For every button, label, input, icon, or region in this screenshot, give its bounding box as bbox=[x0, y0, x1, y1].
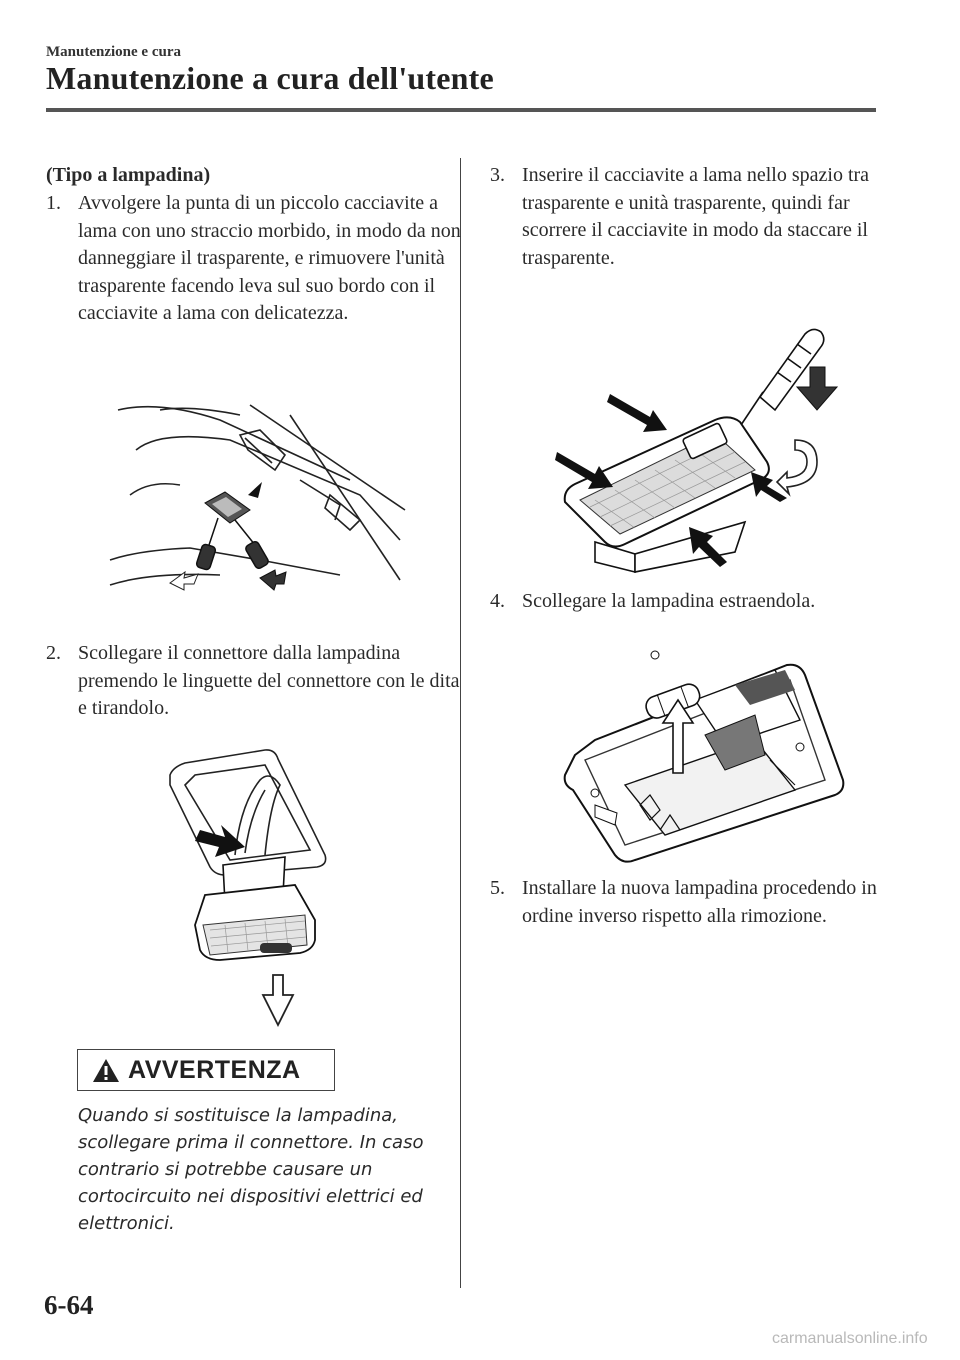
warning-label: AVVERTENZA bbox=[128, 1055, 301, 1084]
warning-box bbox=[77, 1049, 335, 1091]
step-4-text: Scollegare la lampadina estraendola. bbox=[522, 590, 816, 612]
watermark: carmanualsonline.info bbox=[772, 1330, 928, 1347]
step-5-text: Installare la nuova lampadina procedendo in ordine inverso rispetto alla rimozione. bbox=[522, 877, 877, 927]
section-label: Manutenzione e cura bbox=[46, 44, 181, 60]
figure-bulb-removal bbox=[555, 645, 850, 870]
step-3 bbox=[490, 162, 902, 272]
page-title: Manutenzione a cura dell'utente bbox=[46, 60, 494, 96]
step-1 bbox=[46, 190, 468, 328]
step-2 bbox=[46, 640, 468, 723]
step-3-text: Inserire il cacciavite a lama nello spazio tra trasparente e unità trasparente, quindi far scorrere il cacciavite in modo da staccare il trasparente. bbox=[522, 164, 870, 269]
step-5-number: 5. bbox=[490, 877, 505, 899]
step-1-text: Avvolgere la punta di un piccolo cacciavite a lama con uno straccio morbido, in modo da non danneggiare il trasparente, e rimuovere l'unità trasparente facendo leva sul suo bordo con il cacciavite a lama con delicatezza. bbox=[78, 192, 461, 324]
step-2-number: 2. bbox=[46, 642, 61, 664]
warning-triangle-icon bbox=[92, 1058, 120, 1083]
step-3-number: 3. bbox=[490, 164, 505, 186]
step-5 bbox=[490, 875, 902, 930]
step-4-number: 4. bbox=[490, 590, 505, 612]
step-4 bbox=[490, 588, 902, 616]
subheading-bulb-type: (Tipo a lampadina) bbox=[46, 164, 211, 186]
column-divider bbox=[460, 158, 461, 1288]
figure-lens-removal bbox=[100, 400, 410, 600]
page-number: 6-64 bbox=[44, 1290, 94, 1320]
figure-connector-removal bbox=[165, 745, 345, 1030]
step-1-number: 1. bbox=[46, 192, 61, 214]
step-2-text: Scollegare il connettore dalla lampadina premendo le linguette del connettore con le dita e tirandolo. bbox=[78, 642, 460, 719]
title-rule bbox=[46, 108, 876, 112]
warning-text: Quando si sostituisce la lampadina, scollegare prima il connettore. In caso contrario si potrebbe causare un cortocircuito nei dispositivi elettrici ed elettronici. bbox=[78, 1105, 424, 1234]
figure-lens-detach bbox=[555, 322, 850, 582]
